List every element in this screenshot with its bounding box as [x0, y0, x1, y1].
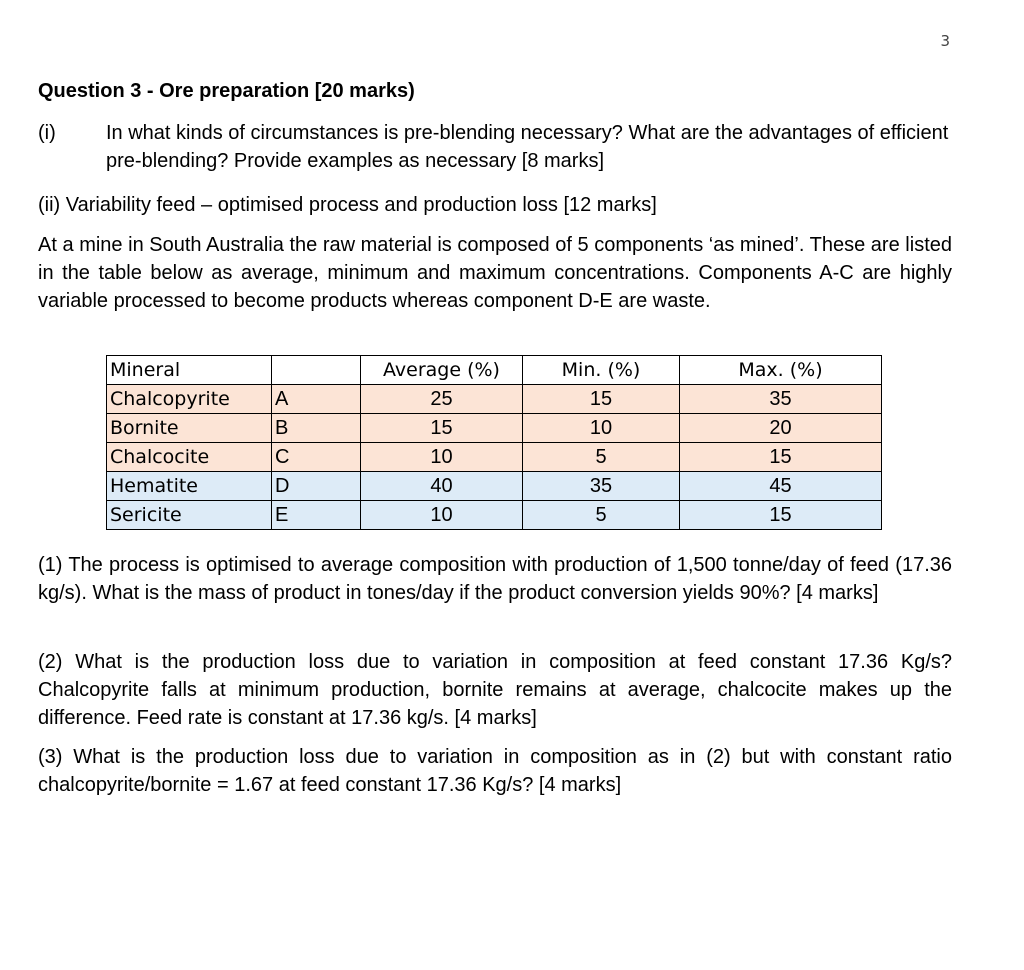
min-value: 35: [523, 472, 680, 501]
table-row: [107, 443, 882, 472]
part-ii-heading: (ii) Variability feed – optimised process and production loss [12 marks]: [38, 194, 657, 216]
mineral-code: E: [272, 501, 361, 530]
header-max: Max. (%): [680, 356, 882, 385]
max-value: 15: [680, 443, 882, 472]
average-value: 10: [361, 501, 523, 530]
mineral-name: Bornite: [107, 414, 272, 443]
header-mineral: Mineral: [107, 356, 272, 385]
part-i: [38, 119, 952, 175]
mineral-code: B: [272, 414, 361, 443]
mineral-table: [106, 355, 882, 530]
mineral-name: Chalcocite: [107, 443, 272, 472]
intro-paragraph: At a mine in South Australia the raw material is composed of 5 components ‘as mined’. These are listed in the table below as average, minimum and maximum concentrations. Components A-C are highly variable processed to become products whereas component D-E are waste.: [38, 234, 952, 312]
sub-question-2: (2) What is the production loss due to variation in composition at feed constant 17.36 Kg/s? Chalcopyrite falls at minimum production, bornite remains at average, chalcocite makes up the difference. Feed rate is constant at 17.36 kg/s. [4 marks]: [38, 651, 952, 729]
min-value: 5: [523, 443, 680, 472]
average-value: 25: [361, 385, 523, 414]
max-value: 35: [680, 385, 882, 414]
header-min: Min. (%): [523, 356, 680, 385]
mineral-code: D: [272, 472, 361, 501]
max-value: 15: [680, 501, 882, 530]
table-header-row: [107, 356, 882, 385]
table-row: [107, 501, 882, 530]
part-i-text: In what kinds of circumstances is pre-blending necessary? What are the advantages of efficient pre-blending? Provide examples as necessary [8 marks]: [106, 122, 949, 172]
average-value: 10: [361, 443, 523, 472]
min-value: 5: [523, 501, 680, 530]
max-value: 45: [680, 472, 882, 501]
question-heading: Question 3 - Ore preparation [20 marks): [38, 80, 415, 102]
mineral-name: Chalcopyrite: [107, 385, 272, 414]
header-code: [272, 356, 361, 385]
header-average: Average (%): [361, 356, 523, 385]
mineral-name: Sericite: [107, 501, 272, 530]
mineral-code: A: [272, 385, 361, 414]
sub-question-1: (1) The process is optimised to average composition with production of 1,500 tonne/day of feed (17.36 kg/s). What is the mass of product in tones/day if the product conversion yields 90%? [4 marks]: [38, 554, 952, 604]
sub-question-3: (3) What is the production loss due to variation in composition as in (2) but with constant ratio chalcopyrite/bornite = 1.67 at feed constant 17.36 Kg/s? [4 marks]: [38, 746, 952, 796]
min-value: 15: [523, 385, 680, 414]
average-value: 15: [361, 414, 523, 443]
table-row: [107, 472, 882, 501]
max-value: 20: [680, 414, 882, 443]
mineral-code: C: [272, 443, 361, 472]
min-value: 10: [523, 414, 680, 443]
page-number: 3: [940, 32, 950, 50]
average-value: 40: [361, 472, 523, 501]
part-i-number: (i): [38, 122, 56, 144]
table-row: [107, 385, 882, 414]
table-row: [107, 414, 882, 443]
mineral-name: Hematite: [107, 472, 272, 501]
